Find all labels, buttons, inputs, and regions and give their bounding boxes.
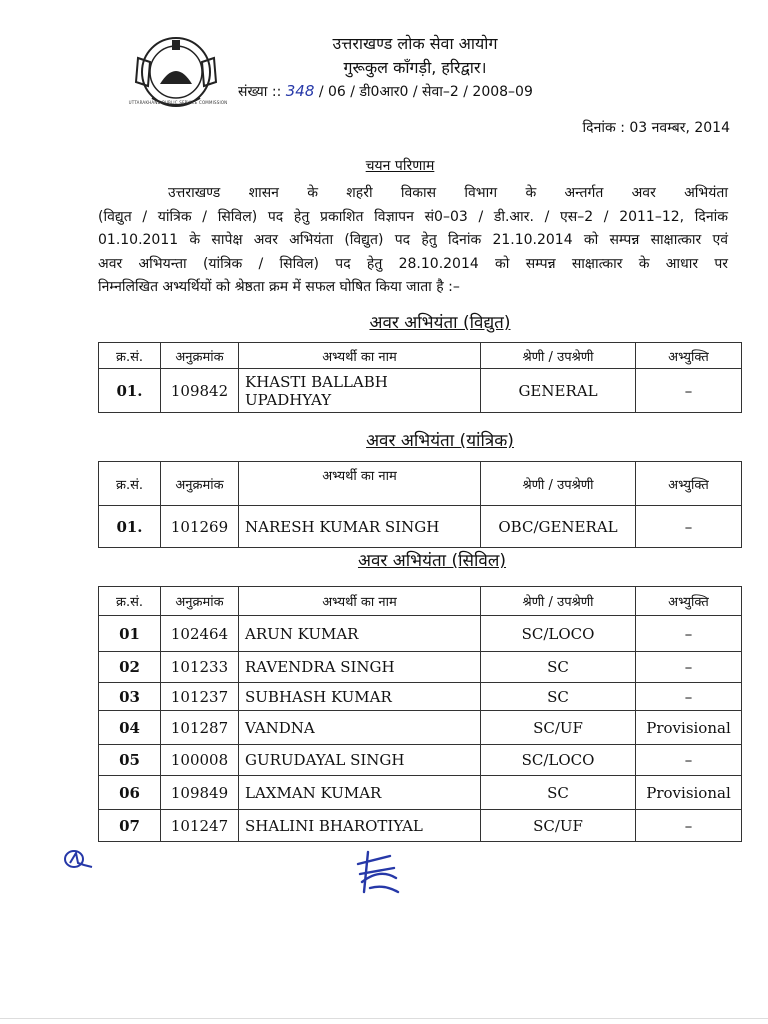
col-category: श्रेणी / उपश्रेणी [481,343,636,369]
cell-sno: 05 [99,745,161,776]
cell-remarks: – [636,369,742,413]
document-title: चयन परिणाम [365,158,435,174]
col-remarks: अभ्युक्ति [636,343,742,369]
col-category: श्रेणी / उपश्रेणी [481,462,636,506]
signature-icon [350,848,402,898]
ref-handwritten-number: 348 [285,82,315,100]
cell-roll: 101237 [161,683,239,711]
section-heading-civil: अवर अभियंता (सिविल) [357,551,507,571]
cell-name: GURUDAYAL SINGH [239,745,481,776]
commission-name: उत्तराखण्ड लोक सेवा आयोग [332,34,498,53]
cell-remarks: – [636,810,742,842]
cell-name: KHASTI BALLABH UPADHYAY [239,369,481,413]
cell-remarks: – [636,652,742,683]
col-sno: क्र.सं. [99,462,161,506]
table-header-row [99,343,742,369]
col-roll: अनुक्रमांक [161,587,239,616]
cell-sno: 01. [99,506,161,548]
cell-category: SC [481,776,636,810]
cell-name: SHALINI BHAROTIYAL [239,810,481,842]
col-name: अभ्यर्थी का नाम [239,343,481,369]
cell-remarks: – [636,616,742,652]
table-row [99,369,742,413]
cell-remarks: Provisional [636,776,742,810]
paragraph-line: अवर अभियन्ता (यांत्रिक / सिविल) पद हेतु 28.10.2014 को सम्पन्न साक्षात्कार के आधार पर [98,255,728,272]
cell-remarks: – [636,745,742,776]
cell-category: SC/LOCO [481,745,636,776]
reference-number [238,82,598,101]
cell-roll: 101269 [161,506,239,548]
cell-category: GENERAL [481,369,636,413]
table-row [99,745,742,776]
cell-remarks: Provisional [636,711,742,745]
paragraph-line: निम्नलिखित अभ्यर्थियों को श्रेष्ठता क्रम में सफल घोषित किया जाता है :– [98,279,460,295]
cell-sno: 07 [99,810,161,842]
section-heading-electrical: अवर अभियंता (विद्युत) [369,313,511,333]
cell-category: SC/LOCO [481,616,636,652]
table-header-row [99,462,742,506]
cell-sno: 01 [99,616,161,652]
cell-name: NARESH KUMAR SINGH [239,506,481,548]
cell-sno: 03 [99,683,161,711]
col-name: अभ्यर्थी का नाम [239,587,481,616]
results-table-electrical [98,342,742,413]
table-header-row [99,587,742,616]
cell-name: ARUN KUMAR [239,616,481,652]
page-bottom-edge [0,1018,768,1019]
cell-sno: 02 [99,652,161,683]
results-table-civil [98,586,742,842]
cell-remarks: – [636,683,742,711]
cell-roll: 102464 [161,616,239,652]
handwritten-initial-icon [62,845,94,873]
cell-roll: 101247 [161,810,239,842]
table-row [99,506,742,548]
cell-name: LAXMAN KUMAR [239,776,481,810]
paragraph-line: 01.10.2011 के सापेक्ष अवर अभियंता (विद्युत) पद हेतु दिनांक 21.10.2014 को सम्पन्न साक्षात्कार एवं [98,232,728,248]
table-row [99,776,742,810]
cell-roll: 100008 [161,745,239,776]
col-sno: क्र.सं. [99,343,161,369]
cell-roll: 109842 [161,369,239,413]
table-row [99,652,742,683]
table-row [99,616,742,652]
cell-remarks: – [636,506,742,548]
results-table-mechanical [98,461,742,548]
cell-roll: 101233 [161,652,239,683]
col-roll: अनुक्रमांक [161,343,239,369]
col-roll: अनुक्रमांक [161,462,239,506]
intro-paragraph [98,182,728,300]
cell-category: SC/UF [481,711,636,745]
cell-category: OBC/GENERAL [481,506,636,548]
commission-emblem-icon [130,28,222,120]
logo-caption: UTTARAKHAND PUBLIC SERVICE COMMISSION [128,100,228,105]
ref-label: संख्या :: [238,84,282,100]
cell-name: VANDNA [239,711,481,745]
cell-category: SC [481,652,636,683]
cell-sno: 01. [99,369,161,413]
commission-address: गुरूकुल काँगड़ी, हरिद्वार। [343,58,487,77]
paragraph-line: उत्तराखण्ड शासन के शहरी विकास विभाग के अन्तर्गत अवर अभियंता [168,185,728,201]
col-remarks: अभ्युक्ति [636,587,742,616]
section-heading-mechanical: अवर अभियंता (यांत्रिक) [366,431,514,451]
col-name: अभ्यर्थी का नाम [239,462,481,506]
cell-roll: 109849 [161,776,239,810]
cell-roll: 101287 [161,711,239,745]
col-category: श्रेणी / उपश्रेणी [481,587,636,616]
cell-sno: 06 [99,776,161,810]
col-remarks: अभ्युक्ति [636,462,742,506]
document-date: दिनांक : 03 नवम्बर, 2014 [582,120,730,136]
cell-name: SUBHASH KUMAR [239,683,481,711]
table-row [99,683,742,711]
cell-name: RAVENDRA SINGH [239,652,481,683]
cell-category: SC [481,683,636,711]
cell-sno: 04 [99,711,161,745]
col-sno: क्र.सं. [99,587,161,616]
ref-suffix: / 06 / डी0आर0 / सेवा–2 / 2008–09 [318,84,533,100]
table-row [99,810,742,842]
cell-category: SC/UF [481,810,636,842]
table-row [99,711,742,745]
paragraph-line: (विद्युत / यांत्रिक / सिविल) पद हेतु प्रकाशित विज्ञापन सं0–03 / डी.आर. / एस–2 / 2011–12, दिनांक [98,208,728,225]
